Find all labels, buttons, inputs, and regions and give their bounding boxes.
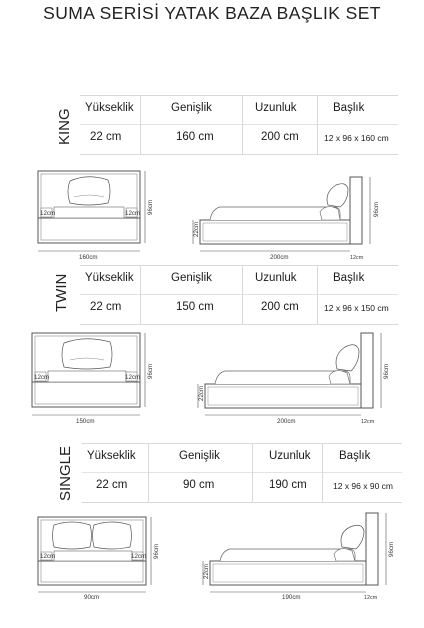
dim-side-base-height: 22cm xyxy=(193,221,200,237)
dim-side-height: 96cm xyxy=(373,201,380,217)
dim-front-side-left: 12cm xyxy=(40,210,56,217)
dim-side-height: 96cm xyxy=(383,363,390,379)
header-width: Genişlik xyxy=(171,102,212,114)
dim-front-side-right: 12cm xyxy=(125,210,141,217)
dim-side-thickness: 12cm xyxy=(364,595,378,601)
front-view-drawing xyxy=(24,329,154,424)
dim-side-base-height: 22cm xyxy=(198,385,205,401)
value-length: 200 cm xyxy=(261,131,299,143)
dim-side-thickness: 12cm xyxy=(350,255,364,261)
dim-front-width: 160cm xyxy=(79,254,98,261)
dim-side-height: 96cm xyxy=(388,541,395,557)
value-headboard: 12 x 96 x 90 cm xyxy=(333,481,394,491)
section-name: KING xyxy=(56,108,73,145)
value-headboard: 12 x 96 x 160 cm xyxy=(324,133,389,143)
dim-front-width: 90cm xyxy=(84,594,100,601)
front-view-drawing xyxy=(30,167,155,262)
section-name: SINGLE xyxy=(57,445,74,501)
header-length: Uzunluk xyxy=(255,102,297,114)
spec-table xyxy=(82,443,402,503)
side-view-drawing xyxy=(200,513,400,601)
section-twin xyxy=(0,265,424,450)
value-headboard: 12 x 96 x 150 cm xyxy=(324,303,389,313)
dim-front-width: 150cm xyxy=(76,418,95,425)
dim-side-length: 190cm xyxy=(282,594,301,601)
header-height: Yükseklik xyxy=(87,450,136,462)
header-width: Genişlik xyxy=(171,272,212,284)
dim-front-side-left: 12cm xyxy=(40,553,56,560)
value-height: 22 cm xyxy=(90,301,122,313)
dim-front-side-left: 12cm xyxy=(34,374,50,381)
header-height: Yükseklik xyxy=(85,272,134,284)
header-headboard: Başlık xyxy=(333,102,365,114)
dim-side-base-height: 22cm xyxy=(203,563,210,579)
spec-table xyxy=(80,95,398,155)
side-view-drawing xyxy=(190,167,390,262)
section-single xyxy=(0,443,424,628)
dim-front-height: 96cm xyxy=(153,543,160,559)
value-height: 22 cm xyxy=(90,131,122,143)
dim-front-height: 96cm xyxy=(147,199,154,215)
value-width: 160 cm xyxy=(176,131,214,143)
value-length: 200 cm xyxy=(261,301,299,313)
header-height: Yükseklik xyxy=(85,102,134,114)
dim-front-side-right: 12cm xyxy=(125,374,141,381)
dim-side-thickness: 12cm xyxy=(361,419,375,425)
front-view-drawing xyxy=(30,513,160,601)
value-width: 90 cm xyxy=(183,479,215,491)
header-headboard: Başlık xyxy=(333,272,365,284)
dim-front-height: 96cm xyxy=(147,363,154,379)
value-width: 150 cm xyxy=(176,301,214,313)
spec-table xyxy=(80,265,398,325)
page-title: SUMA SERİSİ YATAK BAZA BAŞLIK SET xyxy=(43,3,381,23)
dim-side-length: 200cm xyxy=(277,418,296,425)
side-view-drawing xyxy=(195,329,395,424)
section-king xyxy=(0,95,424,280)
header-length: Uzunluk xyxy=(255,272,297,284)
section-name: TWIN xyxy=(53,273,70,312)
header-length: Uzunluk xyxy=(269,450,311,462)
header-width: Genişlik xyxy=(179,450,220,462)
dim-side-length: 200cm xyxy=(270,254,289,261)
header-headboard: Başlık xyxy=(339,450,371,462)
value-length: 190 cm xyxy=(269,479,307,491)
value-height: 22 cm xyxy=(96,479,128,491)
dim-front-side-right: 12cm xyxy=(131,553,147,560)
